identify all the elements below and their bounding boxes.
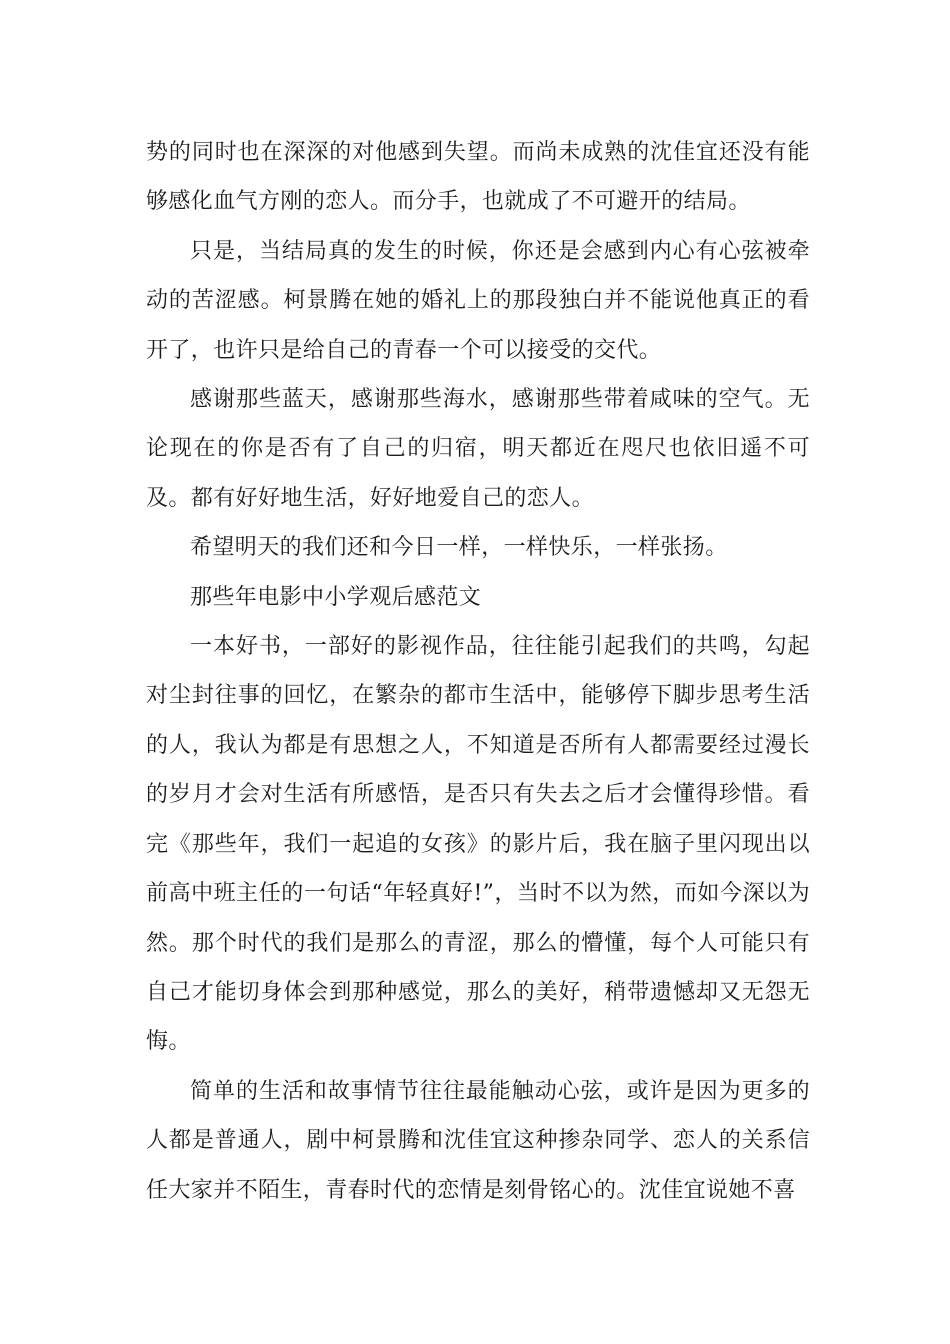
paragraph-1: 势的同时也在深深的对他感到失望。而尚未成熟的沈佳宜还没有能够感化血气方刚的恋人。而分手，也就成了不可避开的结局。 bbox=[146, 140, 810, 215]
paragraph-3: 感谢那些蓝天，感谢那些海水，感谢那些带着咸味的空气。无论现在的你是否有了自己的归宿，明天都近在咫尺也依旧遥不可及。都有好好地生活，好好地爱自己的恋人。 bbox=[146, 387, 810, 511]
paragraph-4: 希望明天的我们还和今日一样，一样快乐，一样张扬。 bbox=[190, 535, 728, 561]
section-heading: 那些年电影中小学观后感范文 bbox=[190, 584, 482, 610]
paragraph-7: 简单的生活和故事情节往往最能触动心弦，或许是因为更多的人都是普通人，剧中柯景腾和沈佳宜这种掺杂同学、恋人的关系信任大家并不陌生，青春时代的恋情是刻骨铭心的。沈佳宜说她不喜 bbox=[146, 1078, 810, 1203]
paragraph-6: 一本好书，一部好的影视作品，往往能引起我们的共鸣，勾起对尘封往事的回忆，在繁杂的都市生活中，能够停下脚步思考生活的人，我认为都是有思想之人，不知道是否所有人都需要经过漫长的岁月才会对生活有所感悟，是否只有失去之后才会懂得珍惜。看完《那些年，我们一起追的女孩》的影片后，我在脑子里闪现出以前高中班主任的一句话“年轻真好!”，当时不以为然，而如今深以为然。那个时代的我们是那么的青涩，那么的懵懂，每个人可能只有自己才能切身体会到那种感觉，那么的美好，稍带遗憾却又无怨无悔。 bbox=[146, 634, 810, 1055]
paragraph-2: 只是，当结局真的发生的时候，你还是会感到内心有心弦被牵动的苦涩感。柯景腾在她的婚礼上的那段独白并不能说他真正的看开了，也许只是给自己的青春一个可以接受的交代。 bbox=[146, 238, 810, 363]
document-body bbox=[146, 128, 810, 1215]
